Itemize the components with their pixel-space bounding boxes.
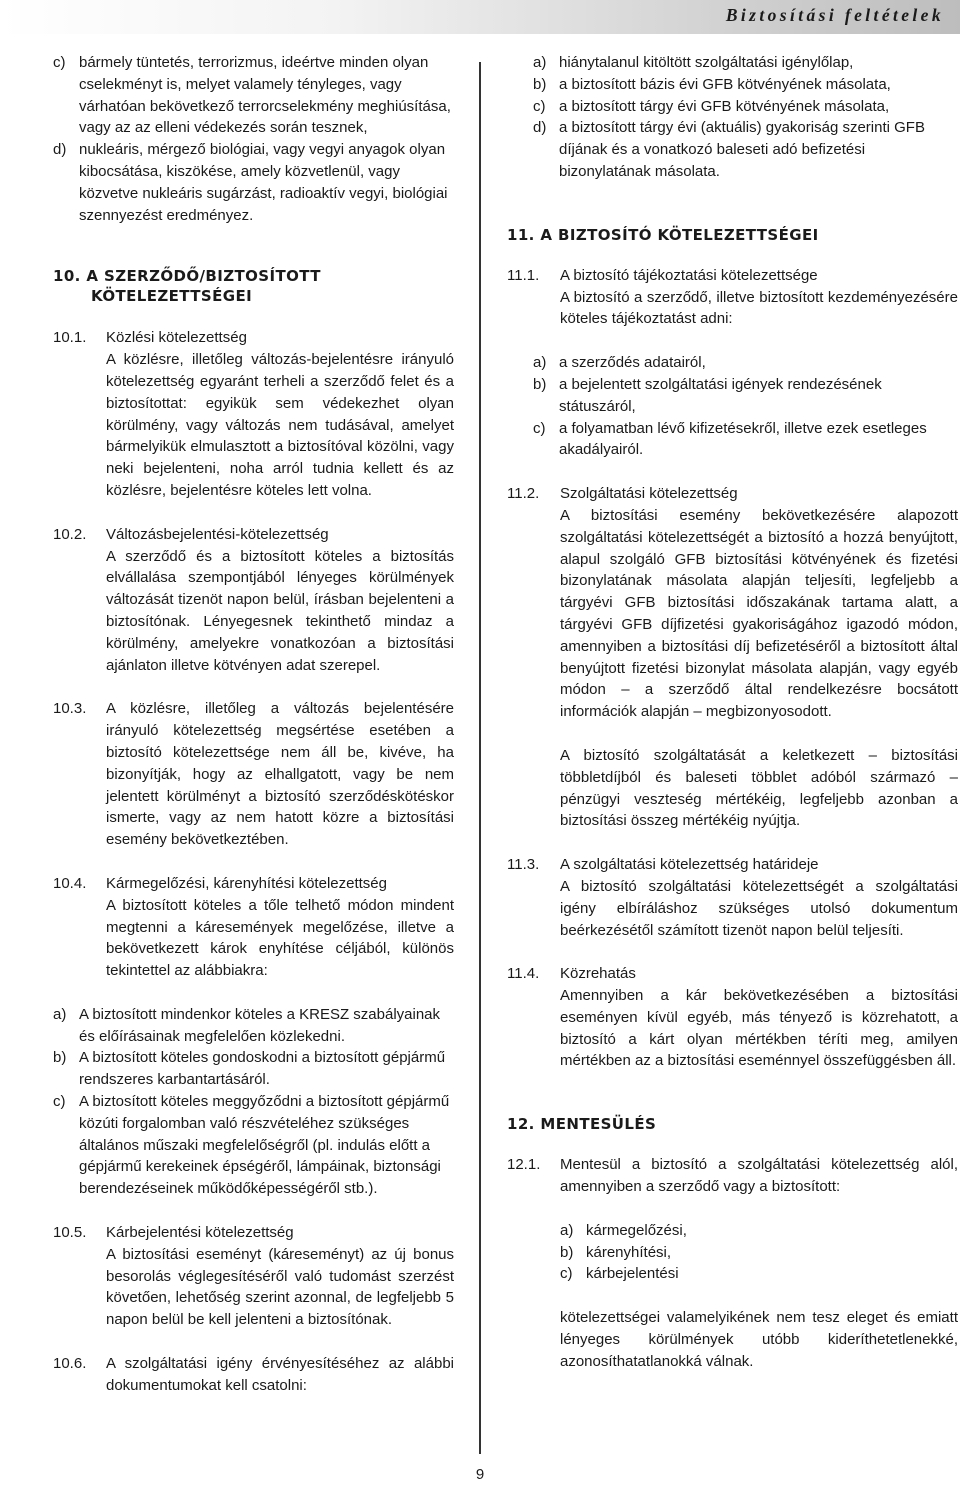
section-12-1-list [560,1220,958,1285]
list-item [53,1004,454,1048]
section-title: Közlési kötelezettség [106,329,247,347]
list-label: a) [533,54,547,71]
section-body: Mentesül a biztosító a szolgáltatási kötelezettség alól, amennyiben a szerződő vagy a biztosított: [560,1156,958,1196]
list-label: c) [533,97,546,115]
list-text: kárbejelentési [586,1265,679,1283]
list-item [560,1220,958,1242]
list-text: A biztosított mindenkor köteles a KRESZ szabályainak és előírásainak megfelelően közlekedni. [79,1005,441,1045]
section-heading-11: 11. A BIZTOSÍTÓ KÖTELEZETTSÉGEI [507,225,819,244]
list-label: c) [53,1093,66,1111]
list-label: c) [53,54,66,71]
section-number: 10.6. [53,1355,87,1373]
list-item [533,117,958,182]
list-label: a) [533,354,547,372]
list-item [533,418,958,462]
heading-line: 10. A SZERZŐDŐ/BIZTOSÍTOTT [53,267,321,286]
list-label: b) [560,1243,574,1261]
section-body: A biztosító a szerződő, illetve biztosított kezdeményezésére köteles tájékoztatást adni: [560,288,958,328]
list-text: A biztosított köteles meggyőződni a biztosított gépjármű közúti forgalomban való részvételéhez szükséges általános műszaki megfelelőségről (pl. indulás előtt a gépjármű kerekeinek épségéről, lámpáinak, biztonsági berendezéseinek működőképességéről stb.). [79,1093,450,1198]
section-body: A szerződő és a biztosított köteles a biztosítás elvállalása szempontjából lényeges körülmények változását tizenöt napon belül, írásban bejelenteni a biztosítónak. Lényegesnek tekinthető mindaz a körülmény, amelyekre vonatkozóan a biztosítási ajánlaton illetve kötvényen adat szerepel. [106,547,454,674]
section-heading-10 [53,266,454,306]
section-body: A közlésre, illetőleg változás-bejelentésre irányuló kötelezettség egyaránt terheli a szerződő felet és a biztosítottat: egyikük sem védekezhet olyan körülmény, vagy változás nem tudásával, amelyet bármelyikük elmulasztott a biztosítóval közölni, vagy neki bejelenteni, noha arról tudnia kellett és az közlésre, bejelentésre köteles lett volna. [106,351,454,499]
section-body: Amennyiben a kár bekövetkezésében a biztosítási eseményen kívül egyéb, más tényező is közrehatott, a biztosító a kárt olyan mértékben téríti meg, amilyen mértékben az a biztosítási eseménnyel összefüggésben áll. [560,987,958,1070]
list-item [533,96,958,118]
section-body: A biztosítási esemény bekövetkezésére alapozott szolgáltatási kötelezettségét a biztosító a hozzá benyújtott, alapul szolgáló GFB biztosítási kötvényének és fizetési bizonylatának másolata alapján teljesíti, legfeljebb a tárgyévi GFB biztosítási időszakának tartama alatt, a tárgyévi GFB díjfizetési gyakoriságához igazodó módon, amennyiben a biztosítási díj befizetéséről a biztosított által benyújtott fizetési bizonylat másolata alapján, vagy egyéb módon – a szerződő által rendelkezésre bocsátott információk alapján – megbizonyosodott. [560,506,958,721]
section-number: 12.1. [507,1156,541,1174]
section-11-2 [507,483,958,832]
section-body: A szolgáltatási igény érvényesítéséhez az alábbi dokumentumokat kell csatolni: [106,1355,454,1394]
section-number: 10.4. [53,874,87,892]
document-list [507,52,958,183]
section-body: A biztosító szolgáltatási kötelezettségét a szolgáltatási igény elbíráláshoz szükséges utolsó dokumentum beérkezésétől számított tizenöt napon belül teljesíti. [560,877,958,939]
section-11-1 [507,265,958,330]
section-11-3 [507,854,958,941]
list-label: d) [53,141,67,159]
section-body: A biztosítási eseményt (káreseményt) az új bonus besorolás véglegesítéséről való tudomást szerzést követően, lehetőség szerint azonnal, de legfeljebb 5 napon belül be kell jelenteni a biztosítónak. [106,1245,454,1329]
list-text: a szerződés adatairól, [559,354,706,372]
section-body: A biztosító szolgáltatását a keletkezett – biztosítási többletdíjból és baleseti többlet adóból származó – pénzügyi veszteség mértékéig, legfeljebb azonban a biztosítási összeg mértékéig nyújtja. [560,746,958,830]
column-divider [479,62,481,1454]
list-label: b) [533,375,547,393]
section-11-4 [507,963,958,1072]
page-number: 9 [475,1466,485,1483]
list-label: a) [53,1005,67,1023]
list-text: a biztosított bázis évi GFB kötvényének másolata, [559,75,891,93]
section-body: A közlésre, illetőleg a változás bejelentésére irányuló kötelezettség megsértése esetében a biztosító kötelezettsége nem áll be, kivéve, ha bizonyítják, hogy az elhallgatott, vagy be nem jelentett körülményt a biztosító szerződéskötéskor ismerte, vagy az nem hatott közre a biztosítási esemény bekövetkeztében. [106,700,454,849]
list-label: d) [533,119,547,137]
list-text: a biztosított tárgy évi (aktuális) gyakoriság szerinti GFB díjának és a vonatkozó baleseti adó befizetési bizonylatának másolata. [559,119,925,180]
section-closing: kötelezettségei valamelyikének nem tesz eleget és emiatt lényeges körülmények utóbb kideríthetetlenekké, azonosíthatatlanokká válnak. [560,1309,958,1370]
section-title: A szolgáltatási kötelezettség határideje [560,856,819,874]
section-title: A biztosító tájékoztatási kötelezettsége [560,266,818,284]
section-title: Közrehatás [560,965,636,983]
list-label: b) [53,1049,67,1067]
list-item [53,1091,454,1200]
list-item [560,1242,958,1264]
list-item [533,374,958,418]
section-number: 11.1. [507,266,540,284]
list-label: c) [533,419,546,437]
left-column [53,52,454,1397]
section-title: Kármegelőzési, kárenyhítési kötelezettség [106,874,387,892]
list-text: a bejelentett szolgáltatási igények rendezésének státuszáról, [559,375,882,415]
section-number: 10.5. [53,1224,87,1242]
section-number: 10.3. [53,700,87,718]
section-10-3 [53,698,454,851]
list-text: kárenyhítési, [586,1243,672,1261]
section-11-1-list [507,352,958,461]
list-text: nukleáris, mérgező biológiai, vagy vegyi anyagok olyan kibocsátása, kiszökése, amely közvetlenül, vagy közvetve nukleáris sugárzást, radioaktív vegyi, biológiai szennyezést eredményez. [79,141,448,224]
section-10-2 [53,524,454,677]
right-column [507,52,958,1373]
heading-line: KÖTELEZETTSÉGEI [91,287,253,306]
list-label: b) [533,75,547,93]
section-body: A biztosított köteles a tőle telhető módon mindent megtenni a káresemények megelőzése, illetve a bekövetkezett károk enyhítése céljából, különös tekintettel az alábbiakra: [106,896,454,980]
section-number: 11.4. [507,965,540,983]
section-title: Változásbejelentési-kötelezettség [106,525,329,543]
list-item [533,352,958,374]
list-label: c) [560,1265,573,1283]
list-item [560,1263,958,1285]
section-number: 10.1. [53,329,87,347]
list-text: kármegelőzési, [586,1221,687,1239]
section-12-1 [507,1154,958,1372]
section-title: Kárbejelentési kötelezettség [106,1224,294,1242]
section-title: Szolgáltatási kötelezettség [560,485,738,503]
list-item [533,74,958,96]
section-number: 11.2. [507,485,540,503]
section-10-4 [53,873,454,982]
section-number: 11.3. [507,856,540,874]
section-10-6 [53,1353,454,1397]
list-text: A biztosított köteles gondoskodni a biztosított gépjármű rendszeres karbantartásáról. [79,1049,446,1089]
list-text: a folyamatban lévő kifizetésekről, illetve ezek esetleges akadályairól. [559,419,927,459]
list-item [533,52,958,74]
list-item [53,52,454,139]
section-10-5 [53,1222,454,1331]
section-10-1 [53,327,454,501]
section-number: 10.2. [53,525,87,543]
list-item [53,1047,454,1091]
list-item [53,139,454,226]
list-text: a biztosított tárgy évi GFB kötvényének másolata, [559,97,890,115]
list-text: hiánytalanul kitöltött szolgáltatási igénylőlap, [559,54,854,71]
document-title: Biztosítási feltételek [725,5,944,25]
section-heading-12: 12. MENTESÜLÉS [507,1115,657,1134]
list-label: a) [560,1221,574,1239]
list-text: bármely tüntetés, terrorizmus, ideértve minden olyan cselekményt is, melyet valamely tényleges, vagy várhatóan bekövetkező terrorcselekmény meghiúsítása, vagy az az elleni védekezés során tesznek, [79,54,451,137]
header-band [0,0,960,34]
section-10-4-list [53,1004,454,1200]
